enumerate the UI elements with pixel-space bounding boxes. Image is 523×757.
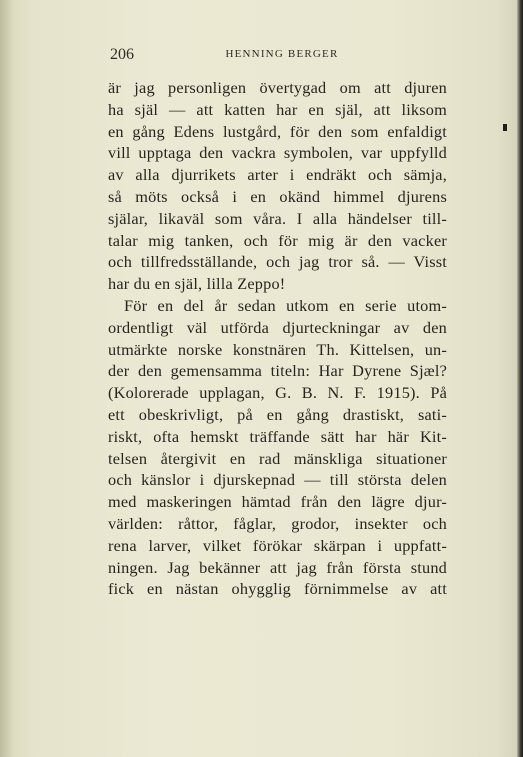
text-line: ha själ — att katten har en själ, att liksom <box>108 99 447 119</box>
paragraph-start-line: För en del år sedan utkom en serie utom- <box>124 295 447 315</box>
gutter-shadow <box>0 0 14 757</box>
page-edge <box>517 0 523 757</box>
text-line: är jag personligen övertygad om att djuren <box>108 78 447 97</box>
text-line: så möts också i en okänd himmel djurens <box>108 186 447 206</box>
text-line: rena larver, vilket förökar skärpan i uppfatt- <box>108 535 447 555</box>
text-line: ningen. Jag bekänner att jag från första stund <box>108 557 447 577</box>
text-line: vill upptaga den vackra symbolen, var uppfylld <box>108 143 447 163</box>
body-text <box>108 77 447 600</box>
text-line: ett obeskrivligt, på en gång drastiskt, sati- <box>108 404 447 424</box>
text-line: själar, likaväl som våra. I alla händelser till- <box>108 208 447 228</box>
text-line: talar mig tanken, och för mig är den vacker <box>108 230 447 250</box>
text-line: med maskeringen hämtad från den lägre djur- <box>108 492 447 512</box>
running-head: HENNING BERGER <box>225 48 339 60</box>
text-line: en gång Edens lustgård, för den som enfaldigt <box>108 121 447 141</box>
text-line: utmärkte norske konstnären Th. Kittelsen, un- <box>108 339 447 359</box>
page-number: 206 <box>110 46 134 63</box>
text-line: av alla djurrikets arter i endräkt och sämja, <box>108 165 447 185</box>
text-line: der den gemensamma titeln: Har Dyrene Sjæl? <box>108 361 447 381</box>
text-line: världen: råttor, fåglar, grodor, insekter och <box>108 513 447 533</box>
text-line: fick en nästan ohygglig förnimmelse av att <box>108 579 447 599</box>
ink-mark <box>503 124 507 131</box>
text-line: (Kolorerade upplagan, G. B. N. F. 1915). På <box>108 383 447 403</box>
text-line: riskt, ofta hemskt träffande sätt har här Kit- <box>108 426 447 446</box>
text-line: telsen återgivit en rad mänskliga situationer <box>108 448 447 468</box>
text-line: och känslor i djurskepnad — till största delen <box>108 470 447 490</box>
text-line: ordentligt väl utförda djurteckningar av den <box>108 317 447 337</box>
text-line: och tillfredsställande, och jag tror så. — Visst <box>108 252 447 272</box>
paragraph-end-line: har du en själ, lilla Zeppo! <box>108 274 286 294</box>
page-header <box>110 46 446 66</box>
